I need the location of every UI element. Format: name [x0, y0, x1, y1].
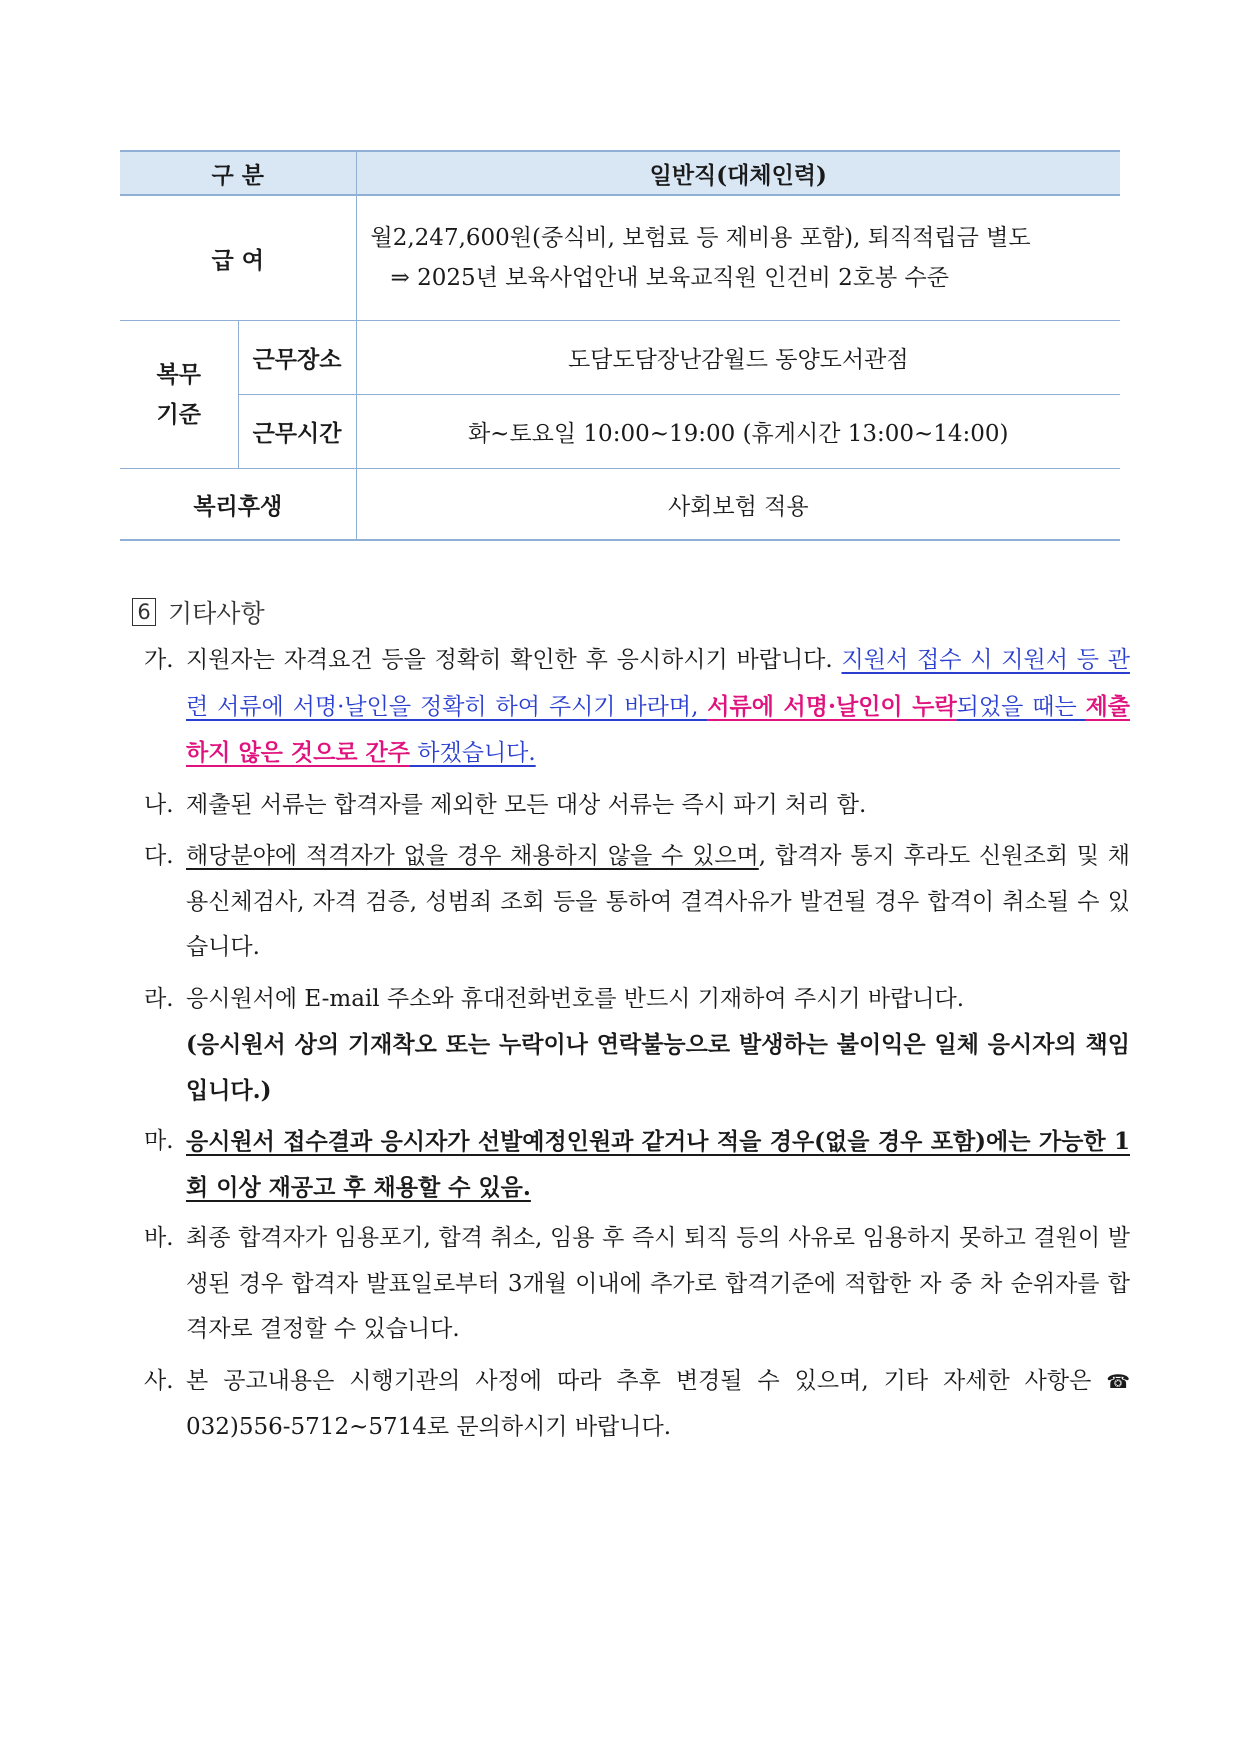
service-label-line2: 기준	[156, 400, 201, 428]
item-text: 제출된 서류는 합격자를 제외한 모든 대상 서류는 즉시 파기 처리 함.	[186, 791, 867, 818]
work-hours-value: 화~토요일 10:00~19:00 (휴게시간 13:00~14:00)	[356, 395, 1120, 469]
item-text-rest: , 합격자 통지 후라도 신원조회 및 채용신체검사, 자격 검증, 성범죄 조회 등을 통하여 결격사유가 발견될 경우 합격이 취소될 수 있습니다.	[186, 843, 1130, 960]
item-marker: 다.	[144, 843, 174, 869]
table-row-welfare	[120, 469, 1120, 541]
item-text-emphasis-blue: 지원서 접수 시 지원서 등 관련 서류에 서명·날인을 정확히 하여 주시기 바라며,	[186, 647, 1130, 720]
item-text-emphasis-magenta: 제출하지 않은 것으로 간주	[186, 692, 1130, 766]
item-marker: 가.	[144, 647, 174, 673]
service-label-line1: 복무	[156, 360, 201, 388]
item-text-emphasis-magenta: 서류에 서명·날인이 누락	[707, 692, 957, 720]
item-text	[186, 1359, 1130, 1451]
item-text	[186, 638, 1130, 777]
item-text-after: 로 문의하시기 바랍니다.	[426, 1414, 672, 1440]
header-category: 구 분	[120, 151, 356, 195]
welfare-value: 사회보험 적용	[356, 469, 1120, 541]
item-text-underlined: 해당분야에 적격자가 없을 경우 채용하지 않을 수 있으며	[186, 843, 759, 869]
item-text-before: 본 공고내용은 시행기관의 사정에 따라 추후 변경될 수 있으며, 기타 자세한 사항은	[186, 1367, 1107, 1394]
pay-value	[356, 195, 1120, 321]
table-row-pay	[120, 195, 1120, 321]
section-title: 기타사항	[168, 599, 265, 628]
item-marker: 나.	[144, 791, 174, 818]
item-text: 응시원서 접수결과 응시자가 선발예정인원과 같거나 적을 경우(없을 경우 포함)에는 가능한 1회 이상 재공고 후 채용할 수 있음.	[186, 1128, 1130, 1201]
header-general-position: 일반직(대체인력)	[356, 151, 1120, 195]
list-item-da	[144, 834, 1130, 971]
section-heading	[132, 594, 265, 630]
list-item-na	[144, 783, 1130, 829]
list-item-ma	[144, 1119, 1130, 1210]
table-header-row	[120, 151, 1120, 195]
pay-amount: 월2,247,600원(중식비, 보험료 등 제비용 포함), 퇴직적립금 별도	[370, 225, 1031, 251]
item-text: 응시원서에 E-mail 주소와 휴대전화번호를 반드시 기재하여 주시기 바랍니다.	[186, 985, 965, 1012]
item-note: (응시원서 상의 기재착오 또는 누락이나 연락불능으로 발생하는 불이익은 일체 응시자의 책임입니다.)	[186, 1031, 1130, 1104]
list-item-ra	[144, 977, 1130, 1114]
item-marker: 사.	[144, 1367, 174, 1394]
item-marker: 라.	[144, 985, 174, 1012]
table-row-work-hours	[120, 395, 1120, 469]
item-text: 최종 합격자가 임용포기, 합격 취소, 임용 후 즉시 퇴직 등의 사유로 임용하지 못하고 결원이 발생된 경우 합격자 발표일로부터 3개월 이내에 추가로 합격기준에 적합한 자 중 차 순위자를 합격자로 결정할 수 있습니다.	[186, 1225, 1130, 1342]
list-item-ba	[144, 1216, 1130, 1353]
work-place-value: 도담도담장난감월드 동양도서관점	[356, 321, 1120, 395]
phone-icon: ☎	[1106, 1370, 1130, 1393]
work-hours-label: 근무시간	[238, 395, 356, 469]
item-marker: 마.	[144, 1128, 174, 1154]
item-text-emphasis-blue: 되었을 때는	[956, 693, 1086, 720]
service-label	[120, 321, 238, 469]
work-place-label: 근무장소	[238, 321, 356, 395]
item-text-plain: 지원자는 자격요건 등을 정확히 확인한 후 응시하시기 바랍니다.	[186, 647, 842, 673]
employment-info-table	[120, 150, 1120, 541]
contact-phone: 032)556-5712~5714	[186, 1414, 427, 1440]
pay-label: 급 여	[120, 195, 356, 321]
item-text	[186, 834, 1130, 971]
list-item-sa	[144, 1359, 1130, 1451]
item-text-emphasis-blue: 하겠습니다.	[409, 740, 536, 766]
table-row-work-place	[120, 321, 1120, 395]
item-marker: 바.	[144, 1225, 174, 1251]
welfare-label: 복리후생	[120, 469, 356, 541]
notice-list	[144, 638, 1130, 1457]
section-number: 6	[132, 598, 156, 626]
list-item-ga	[144, 638, 1130, 777]
pay-standard: ⇒ 2025년 보육사업안내 보육교직원 인건비 2호봉 수준	[390, 265, 949, 291]
